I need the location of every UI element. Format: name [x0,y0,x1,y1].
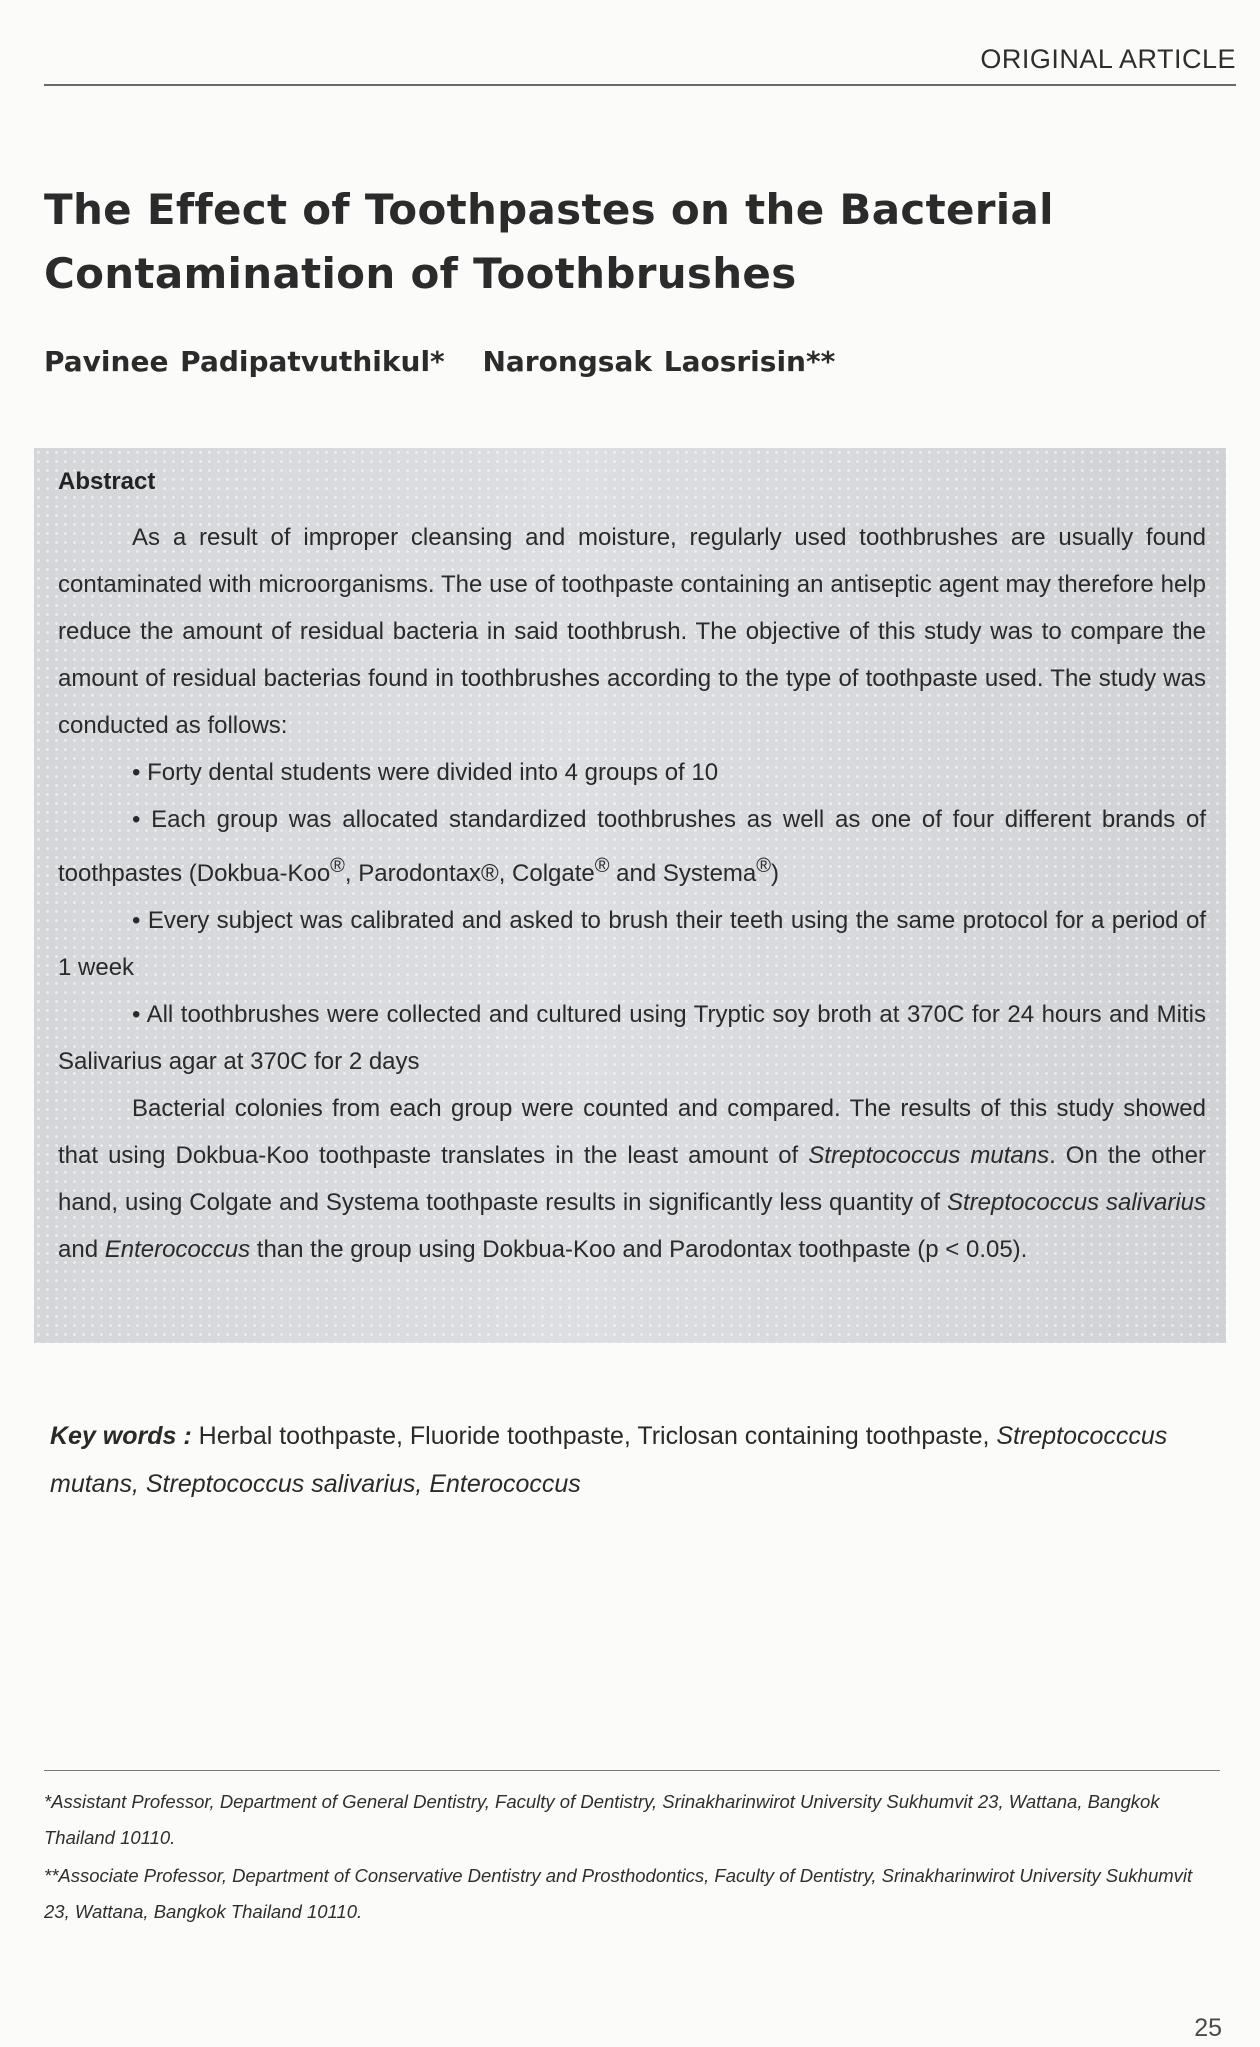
abstract-bullet: • All toothbrushes were collected and cultured using Tryptic soy broth at 370C for 24 hours and Mitis Salivarius agar at 370C for 2 days [58,1001,1206,1075]
keywords-label: Key words : [50,1422,192,1450]
bullet-text: ) [771,860,780,887]
species-name: Enterococcus [104,1236,251,1263]
bullet-text: and Systema [609,860,757,887]
abstract-heading: Abstract [58,468,156,495]
footnote-rule [44,1770,1220,1771]
results-text: Bacterial colonies from each group were counted and compared. The results of this study showed that using Dokbua-Koo toothpaste translates in the least amount of [58,1095,1206,1169]
abstract-results [58,1085,1206,1273]
article-title: The Effect of Toothpastes on the Bacterial Contamination of Toothbrushes [44,185,1054,298]
keywords [50,1412,1210,1508]
abstract-bullet [58,796,1206,897]
registered-mark: ® [481,860,499,887]
abstract-bullet: • Forty dental students were divided into 4 groups of 10 [132,759,719,786]
results-text: than the group using Dokbua-Koo and Parodontax toothpaste (p < 0.05). [250,1236,1028,1263]
species-name: Streptococcus salivarius [946,1189,1207,1216]
keywords-italic: Streptococccus mutans, Streptococcus salivarius, Enterococcus [50,1422,1168,1498]
registered-mark: ® [756,855,772,877]
abstract-bullet: • Every subject was calibrated and asked to brush their teeth using the same protocol for a period of 1 week [58,907,1206,981]
page-number: 25 [1194,2014,1222,2042]
author-list [44,345,835,378]
registered-mark: ® [594,855,610,877]
abstract-intro: As a result of improper cleansing and moisture, regularly used toothbrushes are usually found contaminated with microorganisms. The use of toothpaste containing an antiseptic agent may therefore help reduce the amount of residual bacteria in said toothbrush. The objective of this study was to compare the amount of residual bacterias found in toothbrushes according to the type of toothpaste used. The study was conducted as follows: [58,524,1206,739]
author-name: Narongsak Laosrisin** [482,345,836,378]
keywords-plain: Herbal toothpaste, Fluoride toothpaste, Triclosan containing toothpaste, [191,1422,997,1450]
footnotes [44,1784,1194,1932]
footnote: **Associate Professor, Department of Conservative Dentistry and Prosthodontics, Faculty of Dentistry, Srinakharinwirot University Sukhumvit 23, Wattana, Bangkok Thailand 10110. [44,1865,1193,1922]
abstract-box [34,448,1226,1343]
author-name: Pavinee Padipatvuthikul* [44,345,445,378]
species-name: Streptococcus mutans [808,1142,1050,1169]
bullet-text: , Colgate [498,860,595,887]
results-text: . On the other hand, using Colgate and Systema toothpaste results in significantly less quantity of [58,1142,1206,1216]
results-text: and [58,1236,105,1263]
bullet-text: • Each group was allocated standardized toothbrushes as well as one of four different brands of toothpastes (Dokbua-Koo [58,806,1206,887]
section-label: ORIGINAL ARTICLE [980,44,1236,74]
registered-mark: ® [330,855,345,877]
header-rule [44,84,1236,86]
footnote: *Assistant Professor, Department of General Dentistry, Faculty of Dentistry, Srinakharinwirot University Sukhumvit 23, Wattana, Bangkok Thailand 10110. [44,1791,1160,1848]
bullet-text: , Parodontax [344,860,482,887]
